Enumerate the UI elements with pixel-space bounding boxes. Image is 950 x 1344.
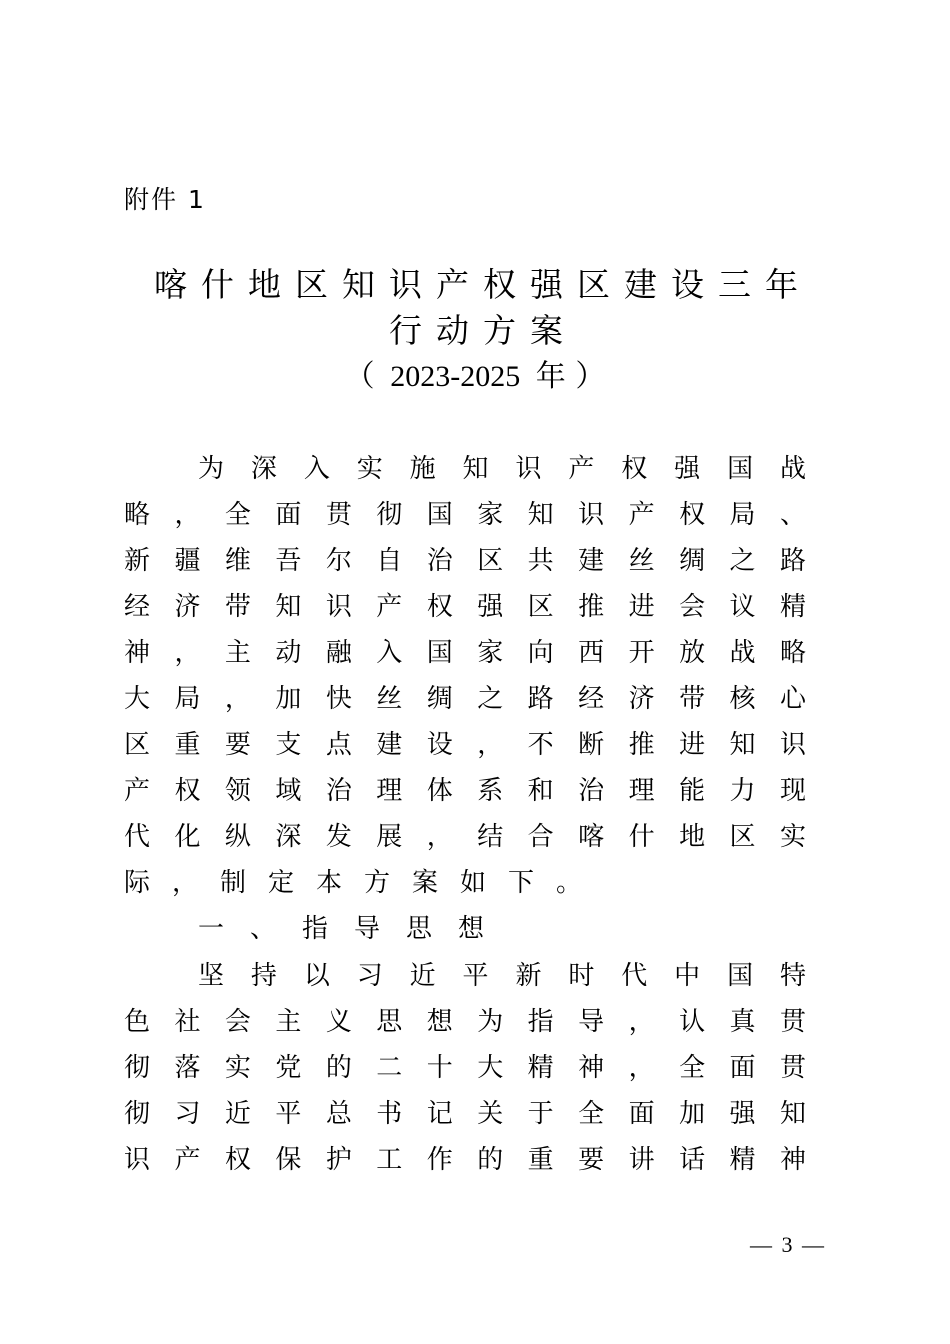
paragraph-line: 经​济​带​知​识​产​权​强​区​推​进​会​议​精	[124, 592, 806, 622]
paragraph-line: 彻​习​近​平​总​书​记​关​于​全​面​加​强​知	[124, 1099, 806, 1129]
subtitle-year-char: 年	[535, 359, 566, 394]
document-title-line-1: 喀什地区知识产权强区建设三年	[154, 265, 812, 304]
subtitle-year-range: 2023-2025	[390, 360, 521, 393]
document-subtitle	[0, 356, 950, 398]
subtitle-open-paren: （	[344, 359, 375, 394]
paragraph-line: 神​，​主​动​融​入​国​家​向​西​开​放​战​略	[124, 638, 806, 668]
paragraph-line: 色​社​会​主​义​思​想​为​指​导​，​认​真​贯	[124, 1007, 806, 1037]
paragraph-line: 代​化​纵​深​发​展​，​结​合​喀​什​地​区​实	[124, 822, 806, 852]
section-heading-guiding-ideology: 一、指导思想	[198, 914, 511, 944]
paragraph-line: 为​深​入​实​施​知​识​产​权​强​国​战	[198, 454, 806, 484]
subtitle-close-paren: ）	[575, 359, 606, 394]
page-number: — 3 —	[750, 1232, 826, 1257]
paragraph-line: 新​疆​维​吾​尔​自​治​区​共​建​丝​绸​之​路	[124, 546, 806, 576]
paragraph-line: 大​局​，​加​快​丝​绸​之​路​经​济​带​核​心	[124, 684, 806, 714]
document-title-line-2: 行动方案	[389, 311, 577, 350]
attachment-label: 附件 1	[124, 185, 206, 214]
paragraph-line: 略​，​全​面​贯​彻​国​家​知​识​产​权​局​、	[124, 500, 806, 530]
paragraph-line: 区​重​要​支​点​建​设​，​不​断​推​进​知​识	[124, 730, 806, 760]
paragraph-line: 际，制定本方案如下。	[124, 868, 605, 898]
paragraph-line: 坚​持​以​习​近​平​新​时​代​中​国​特	[198, 961, 806, 991]
paragraph-line: 识​产​权​保​护​工​作​的​重​要​讲​话​精​神	[124, 1145, 806, 1175]
paragraph-line: 产​权​领​域​治​理​体​系​和​治​理​能​力​现	[124, 776, 806, 806]
paragraph-line: 彻​落​实​党​的​二​十​大​精​神​，​全​面​贯	[124, 1053, 806, 1083]
